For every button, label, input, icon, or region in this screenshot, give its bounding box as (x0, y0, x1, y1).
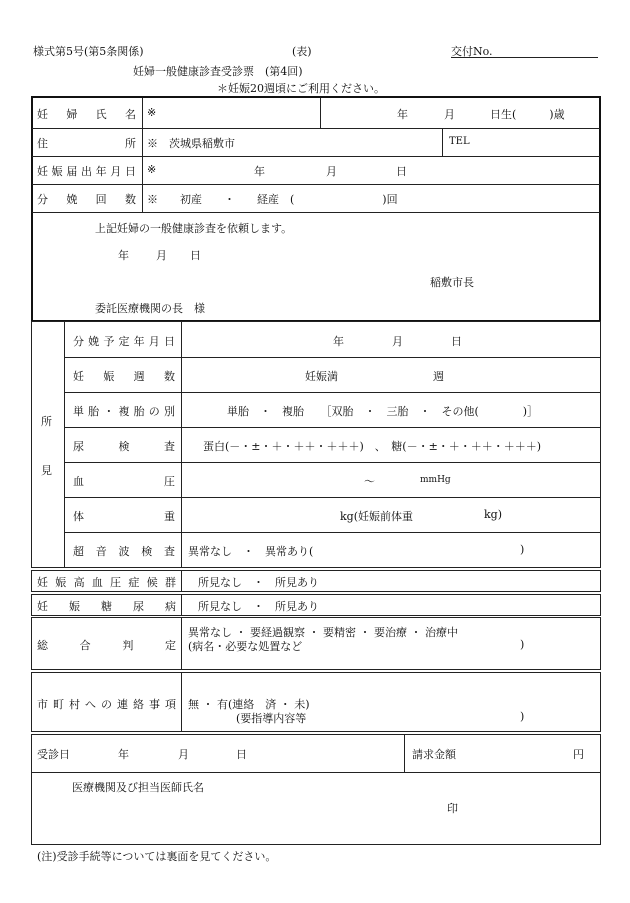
multiple-pregnancy-options[interactable]: 単胎 ・ 複胎 ［双胎 ・ 三胎 ・ その他( )］ (227, 405, 539, 418)
exam-year[interactable]: 年 (118, 748, 129, 761)
footer-note: (注)受診手続等については裏面を見てください。 (37, 850, 277, 863)
fee-unit[interactable]: 円 (573, 748, 584, 761)
contact-options[interactable]: 無 ・ 有(連絡 済 ・ 未) (188, 698, 310, 711)
due-month[interactable]: 月 (392, 335, 403, 348)
weight-unit: kg) (484, 508, 502, 521)
ultrasound-label: 超 音 波 検 査 (73, 545, 175, 558)
gestational-weeks-prefix: 妊娠満 (305, 370, 338, 383)
contact-notes[interactable]: (要指導内容等 (236, 712, 307, 725)
overall-close: ) (520, 638, 525, 651)
diabetes-label: 妊 娠 糖 尿 病 (37, 600, 176, 613)
findings-label-1: 所 (41, 415, 52, 428)
issue-number-underline (451, 57, 598, 58)
urine-test-options[interactable]: 蛋白(－・±・＋・＋＋・＋＋＋) 、 糖(－・±・＋・＋＋・＋＋＋) (203, 440, 542, 453)
address-label: 住 所 (37, 137, 136, 150)
exam-month[interactable]: 月 (178, 748, 189, 761)
multiple-pregnancy-label: 単 胎 ・ 複 胎 の 別 (73, 405, 175, 418)
findings-label-2: 見 (41, 464, 52, 477)
doctor-label: 医療機関及び担当医師氏名 (72, 781, 204, 794)
delivery-count-field[interactable]: ※ 初産 ・ 経産 ( )回 (147, 193, 398, 206)
exam-day[interactable]: 日 (236, 748, 247, 761)
addressee: 委託医療機関の長 様 (95, 302, 205, 315)
form-number: 様式第5号(第5条関係) (33, 45, 144, 58)
delivery-count-label: 分 娩 回 数 (37, 193, 136, 206)
pregnancy-notification-date-label: 妊 娠 届 出 年 月 日 (37, 165, 136, 178)
pregnancy-date-month[interactable]: 月 (326, 165, 337, 178)
hypertension-label: 妊 娠 高 血 圧 症 候 群 (37, 576, 176, 589)
due-year[interactable]: 年 (333, 335, 344, 348)
weight-prefix[interactable]: kg(妊娠前体重 (340, 510, 413, 523)
request-day: 日 (190, 249, 201, 262)
overall-options[interactable]: 異常なし ・ 要経過観察 ・ 要精密 ・ 要治療 ・ 治療中 (188, 626, 458, 639)
dob-year: 年 (397, 108, 408, 121)
blood-pressure-label: 血 圧 (73, 475, 175, 488)
issue-number-label: 交付No. (451, 45, 493, 58)
hypertension-options[interactable]: 所見なし ・ 所見あり (198, 576, 319, 589)
mayor-signature: 稲敷市長 (430, 276, 474, 289)
name-field[interactable]: ※ (147, 106, 157, 119)
fee-label: 請求金額 (412, 748, 456, 761)
overall-label: 総 合 判 定 (37, 639, 176, 652)
pregnancy-date-mark: ※ (147, 163, 157, 176)
pregnancy-date-year[interactable]: 年 (254, 165, 265, 178)
blood-pressure-tilde[interactable]: ～ (364, 475, 375, 488)
urine-test-label: 尿 検 査 (73, 440, 175, 453)
request-text: 上記妊婦の一般健康診査を依頼します。 (95, 222, 293, 235)
due-day[interactable]: 日 (451, 335, 462, 348)
ultrasound-options[interactable]: 異常なし ・ 異常あり( (188, 545, 314, 558)
form-title: 妊婦一般健康診査受診票 (第4回) (133, 65, 303, 78)
exam-date-label: 受診日 (37, 748, 70, 761)
blood-pressure-unit: mmHg (420, 475, 451, 485)
pregnancy-date-day[interactable]: 日 (396, 165, 407, 178)
request-year: 年 (118, 249, 129, 262)
usage-note: ＊妊娠20週頃にご利用ください。 (217, 82, 385, 95)
contact-label: 市 町 村 へ の 連 絡 事 項 (37, 698, 176, 711)
seal-mark[interactable]: 印 (447, 802, 458, 815)
ultrasound-close: ) (520, 543, 525, 556)
address-field[interactable]: ※ 茨城県稲敷市 (147, 137, 235, 150)
requester-box (31, 96, 601, 322)
due-date-label: 分 娩 予 定 年 月 日 (73, 335, 175, 348)
side-indicator: (表) (292, 45, 312, 58)
dob-birth-age[interactable]: 日生( )歳 (490, 108, 565, 121)
request-month: 月 (156, 249, 167, 262)
gestational-weeks-unit[interactable]: 週 (433, 370, 444, 383)
weight-label: 体 重 (73, 510, 175, 523)
contact-close: ) (520, 710, 525, 723)
diabetes-options[interactable]: 所見なし ・ 所見あり (198, 600, 319, 613)
overall-notes[interactable]: (病名・必要な処置など (188, 640, 303, 653)
dob-month: 月 (444, 108, 455, 121)
gestational-weeks-label: 妊 娠 週 数 (73, 370, 175, 383)
name-label: 妊 婦 氏 名 (37, 108, 136, 121)
tel-label: TEL (449, 136, 470, 147)
